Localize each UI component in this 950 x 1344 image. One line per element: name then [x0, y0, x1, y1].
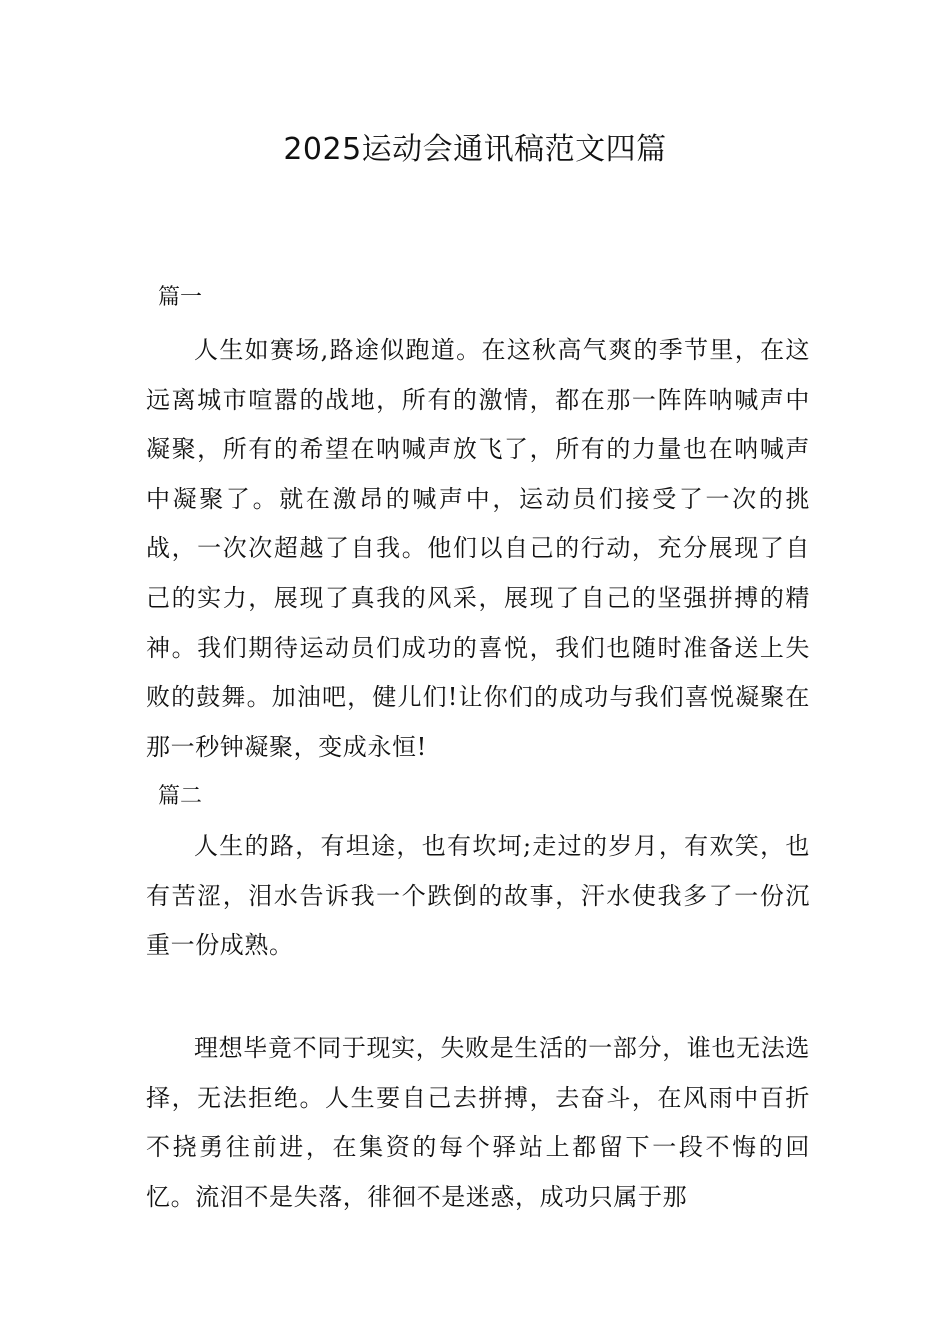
section-1-paragraph-1: 人生如赛场,路途似跑道。在这秋高气爽的季节里，在这远离城市喧嚣的战地，所有的激情，都在那一阵阵呐喊声中凝聚，所有的希望在呐喊声放飞了，所有的力量也在呐喊声中凝聚了。就在激昂的喊声中，运动员们接受了一次的挑战，一次次超越了自我。他们以自己的行动，充分展现了自己的实力，展现了真我的风采，展现了自己的坚强拼搏的精神。我们期待运动员们成功的喜悦，我们也随时准备送上失败的鼓舞。加油吧，健儿们!让你们的成功与我们喜悦凝聚在那一秒钟凝聚，变成永恒! — [146, 336, 810, 761]
section-heading-1: 篇一 — [158, 285, 203, 310]
section-heading-2: 篇二 — [158, 784, 203, 809]
section-2-paragraph-2: 理想毕竟不同于现实，失败是生活的一部分，谁也无法选择，无法拒绝。人生要自己去拼搏，去奋斗，在风雨中百折不挠勇往前进，在集资的每个驿站上都留下一段不悔的回忆。流泪不是失落，徘徊不是迷惑，成功只属于那 — [146, 1034, 810, 1211]
section-2-paragraph-1: 人生的路，有坦途，也有坎坷;走过的岁月，有欢笑，也有苦涩，泪水告诉我一个跌倒的故事，汗水使我多了一份沉重一份成熟。 — [146, 832, 810, 960]
page-title: 2025运动会通讯稿范文四篇 — [283, 132, 667, 167]
